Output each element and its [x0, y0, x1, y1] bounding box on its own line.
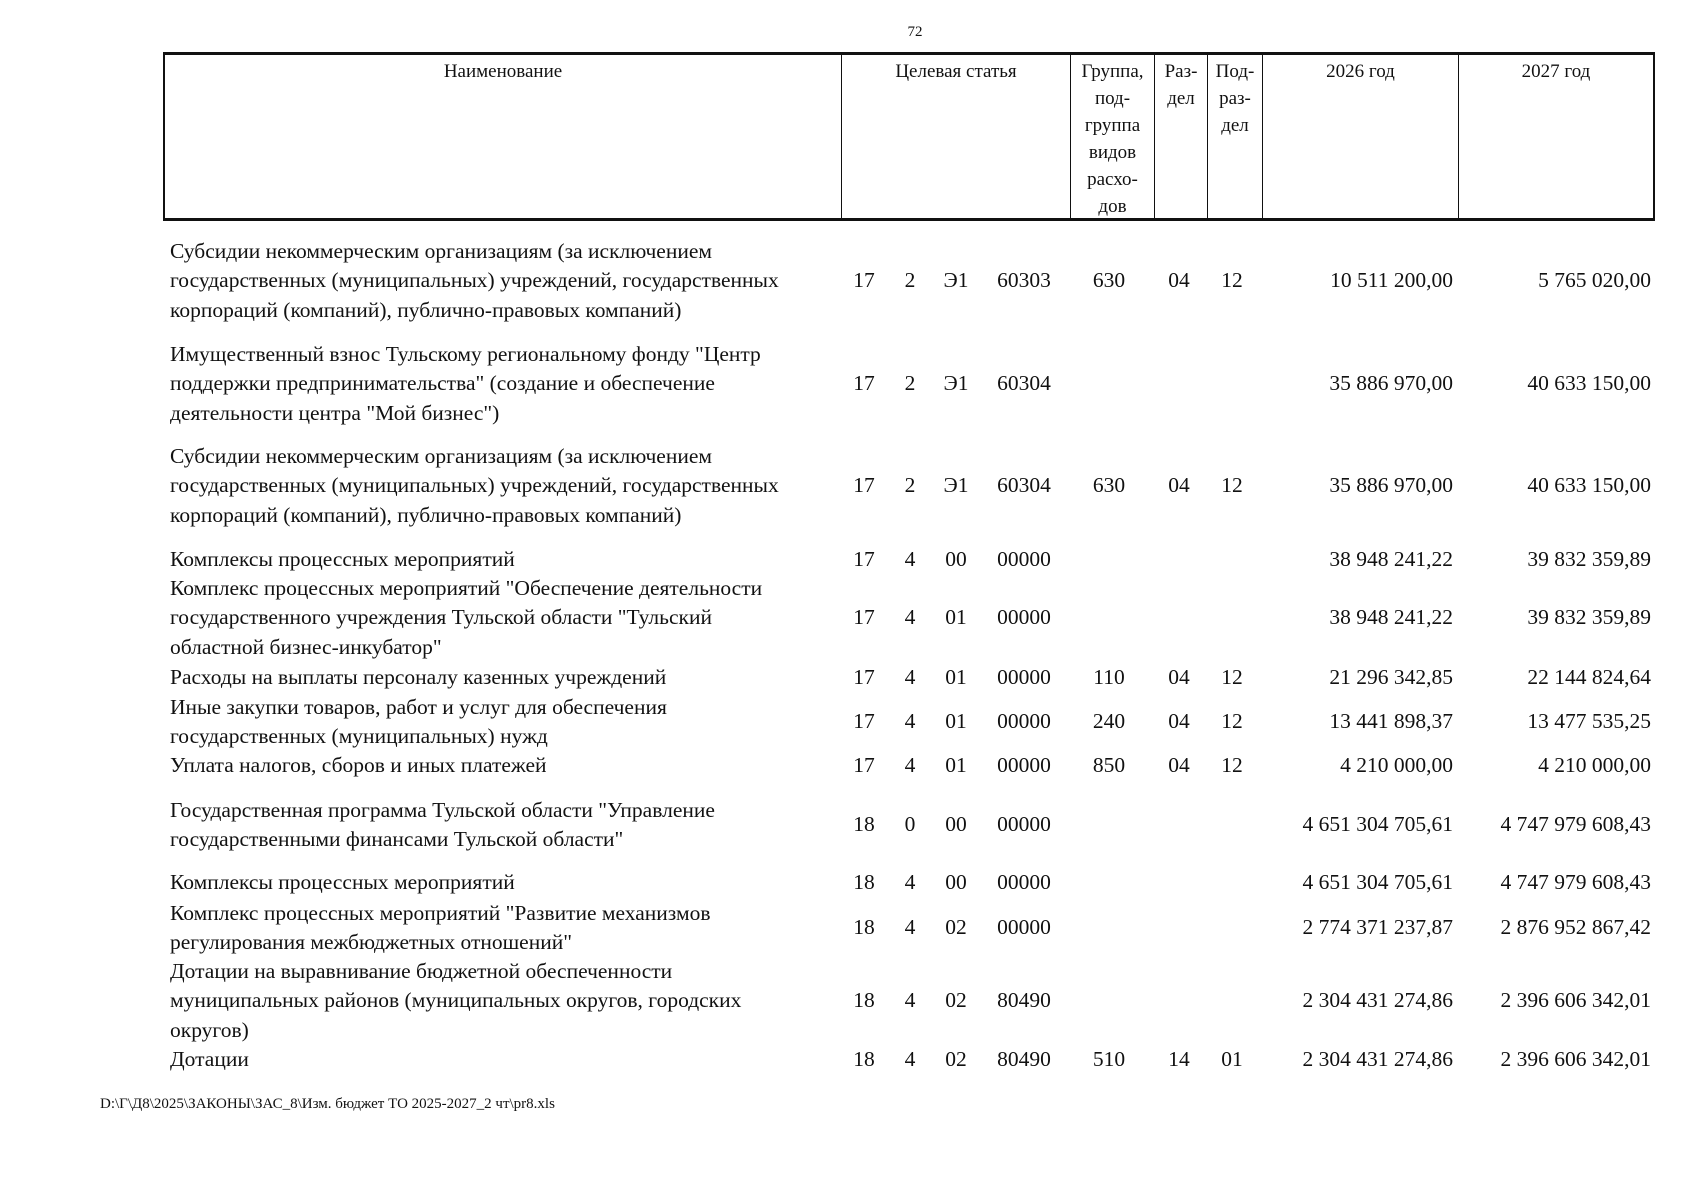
table-row	[0, 545, 1693, 574]
cs-direction: 00000	[997, 915, 1051, 940]
amount-2026: 10 511 200,00	[1330, 268, 1453, 293]
cs-type: 2	[904, 473, 916, 498]
header-name: Наименование	[443, 61, 563, 82]
cs-type: 4	[904, 753, 916, 778]
cs-program: 17	[853, 665, 875, 690]
amount-2027: 4 747 979 608,43	[1500, 870, 1651, 895]
cs-structural: 01	[945, 665, 967, 690]
cs-program: 18	[853, 1047, 875, 1072]
cs-structural: 02	[945, 988, 967, 1013]
subsection-code: 12	[1221, 665, 1243, 690]
amount-2027: 2 876 952 867,42	[1500, 915, 1651, 940]
cs-direction: 60304	[997, 371, 1051, 396]
amount-2026: 21 296 342,85	[1329, 665, 1453, 690]
cs-program: 17	[853, 547, 875, 572]
cs-direction: 60304	[997, 473, 1051, 498]
cs-structural: 00	[945, 812, 967, 837]
amount-2026: 35 886 970,00	[1329, 371, 1453, 396]
table-row	[0, 693, 1693, 752]
table-row	[0, 340, 1693, 428]
page-number: 72	[907, 24, 923, 40]
table-row	[0, 957, 1693, 1045]
table-row	[0, 237, 1693, 325]
cs-structural: Э1	[943, 268, 969, 293]
cs-direction: 80490	[997, 1047, 1051, 1072]
table-row	[0, 899, 1693, 958]
cs-direction: 00000	[997, 665, 1051, 690]
subsection-code: 12	[1221, 473, 1243, 498]
section-code: 04	[1168, 473, 1190, 498]
cs-type: 4	[904, 915, 916, 940]
table-row	[0, 751, 1693, 780]
cs-program: 18	[853, 988, 875, 1013]
subsection-code: 12	[1221, 268, 1243, 293]
amount-2026: 4 651 304 705,61	[1302, 812, 1453, 837]
cs-program: 17	[853, 371, 875, 396]
amount-2027: 2 396 606 342,01	[1500, 1047, 1651, 1072]
amount-2027: 4 210 000,00	[1538, 753, 1651, 778]
group-code: 510	[1092, 1047, 1126, 1072]
cs-direction: 00000	[997, 605, 1051, 630]
subsection-code: 12	[1221, 753, 1243, 778]
section-code: 04	[1168, 753, 1190, 778]
table-row	[0, 574, 1693, 662]
amount-2026: 35 886 970,00	[1329, 473, 1453, 498]
row-name: Комплекс процессных мероприятий "Обеспечение деятельности государственного учреждения Тульской области "Тульский областной бизнес-инкубатор"	[170, 576, 763, 659]
amount-2026: 38 948 241,22	[1329, 605, 1453, 630]
cs-structural: Э1	[943, 473, 969, 498]
cs-type: 0	[904, 812, 916, 837]
table-row	[0, 796, 1693, 855]
cs-type: 2	[904, 371, 916, 396]
cs-type: 4	[904, 1047, 916, 1072]
cs-direction: 00000	[997, 547, 1051, 572]
amount-2027: 4 747 979 608,43	[1500, 812, 1651, 837]
group-code: 630	[1092, 268, 1126, 293]
amount-2027: 40 633 150,00	[1527, 371, 1651, 396]
table-header	[163, 52, 1655, 221]
cs-structural: 00	[945, 870, 967, 895]
file-path-footer: D:\Г\Д8\2025\ЗАКОНЫ\ЗАС_8\Изм. бюджет ТО 2025-2027_2 чт\pr8.xls	[100, 1096, 555, 1112]
row-name: Расходы на выплаты персоналу казенных учреждений	[170, 665, 667, 690]
row-name: Государственная программа Тульской области "Управление государственными финансами Тульской области"	[170, 797, 715, 851]
subsection-code: 12	[1221, 709, 1243, 734]
amount-2026: 2 774 371 237,87	[1302, 915, 1453, 940]
amount-2026: 4 651 304 705,61	[1302, 870, 1453, 895]
amount-2027: 5 765 020,00	[1538, 268, 1651, 293]
header-year-2027: 2027 год	[1458, 55, 1653, 218]
section-code: 04	[1168, 665, 1190, 690]
amount-2026: 2 304 431 274,86	[1302, 988, 1453, 1013]
cs-program: 17	[853, 605, 875, 630]
header-subsection: Под- раз- дел	[1207, 55, 1262, 218]
header-year-2026: 2026 год	[1262, 55, 1458, 218]
amount-2026: 13 441 898,37	[1329, 709, 1453, 734]
cs-direction: 00000	[997, 812, 1051, 837]
cs-program: 18	[853, 870, 875, 895]
group-code: 850	[1092, 753, 1126, 778]
cs-type: 4	[904, 547, 916, 572]
subsection-code: 01	[1221, 1047, 1243, 1072]
header-target-article: Целевая статья	[841, 55, 1070, 218]
cs-program: 18	[853, 915, 875, 940]
amount-2027: 40 633 150,00	[1527, 473, 1651, 498]
row-name: Имущественный взнос Тульскому региональному фонду "Центр поддержки предпринимательства" (создание и обеспечение деятельности центра "Мой бизнес")	[170, 342, 761, 425]
cs-type: 4	[904, 870, 916, 895]
amount-2027: 13 477 535,25	[1527, 709, 1651, 734]
table-row	[0, 663, 1693, 692]
table-row	[0, 442, 1693, 530]
cs-program: 17	[853, 268, 875, 293]
cs-structural: 00	[945, 547, 967, 572]
amount-2027: 39 832 359,89	[1527, 605, 1651, 630]
cs-program: 17	[853, 709, 875, 734]
group-code: 110	[1093, 665, 1125, 690]
amount-2027: 22 144 824,64	[1527, 665, 1651, 690]
cs-type: 4	[904, 605, 916, 630]
cs-program: 17	[853, 753, 875, 778]
section-code: 04	[1168, 268, 1190, 293]
row-name: Дотации на выравнивание бюджетной обеспеченности муниципальных районов (муниципальных округов, городских округов)	[170, 959, 742, 1042]
row-name: Уплата налогов, сборов и иных платежей	[170, 753, 547, 778]
cs-direction: 60303	[997, 268, 1051, 293]
row-name: Дотации	[170, 1047, 249, 1072]
section-code: 04	[1168, 709, 1190, 734]
cs-structural: 02	[945, 1047, 967, 1072]
cs-type: 4	[904, 665, 916, 690]
amount-2027: 2 396 606 342,01	[1500, 988, 1651, 1013]
row-name: Комплексы процессных мероприятий	[170, 547, 515, 572]
cs-program: 17	[853, 473, 875, 498]
row-name: Комплекс процессных мероприятий "Развитие механизмов регулирования межбюджетных отношений"	[170, 900, 711, 954]
cs-program: 18	[853, 812, 875, 837]
cs-structural: 01	[945, 753, 967, 778]
cs-direction: 00000	[997, 870, 1051, 895]
row-name: Субсидии некоммерческим организациям (за исключением государственных (муниципальных) учреждений, государственных корпораций (компаний), публично-правовых компаний)	[170, 444, 779, 527]
row-name: Субсидии некоммерческим организациям (за исключением государственных (муниципальных) учреждений, государственных корпораций (компаний), публично-правовых компаний)	[170, 239, 779, 322]
row-name: Иные закупки товаров, работ и услуг для обеспечения государственных (муниципальных) нужд	[170, 694, 667, 748]
amount-2026: 4 210 000,00	[1340, 753, 1453, 778]
cs-direction: 00000	[997, 753, 1051, 778]
amount-2027: 39 832 359,89	[1527, 547, 1651, 572]
cs-structural: 01	[945, 605, 967, 630]
cs-structural: 01	[945, 709, 967, 734]
cs-type: 4	[904, 709, 916, 734]
section-code: 14	[1168, 1047, 1190, 1072]
header-section: Раз- дел	[1154, 55, 1207, 218]
cs-structural: Э1	[943, 371, 969, 396]
cs-direction: 80490	[997, 988, 1051, 1013]
cs-type: 2	[904, 268, 916, 293]
cs-structural: 02	[945, 915, 967, 940]
row-name: Комплексы процессных мероприятий	[170, 870, 515, 895]
amount-2026: 2 304 431 274,86	[1302, 1047, 1453, 1072]
cs-type: 4	[904, 988, 916, 1013]
group-code: 240	[1092, 709, 1126, 734]
cs-direction: 00000	[997, 709, 1051, 734]
header-group: Группа, под- группа видов расхо- дов	[1070, 55, 1154, 218]
table-row	[0, 1045, 1693, 1074]
table-row	[0, 868, 1693, 897]
amount-2026: 38 948 241,22	[1329, 547, 1453, 572]
group-code: 630	[1092, 473, 1126, 498]
